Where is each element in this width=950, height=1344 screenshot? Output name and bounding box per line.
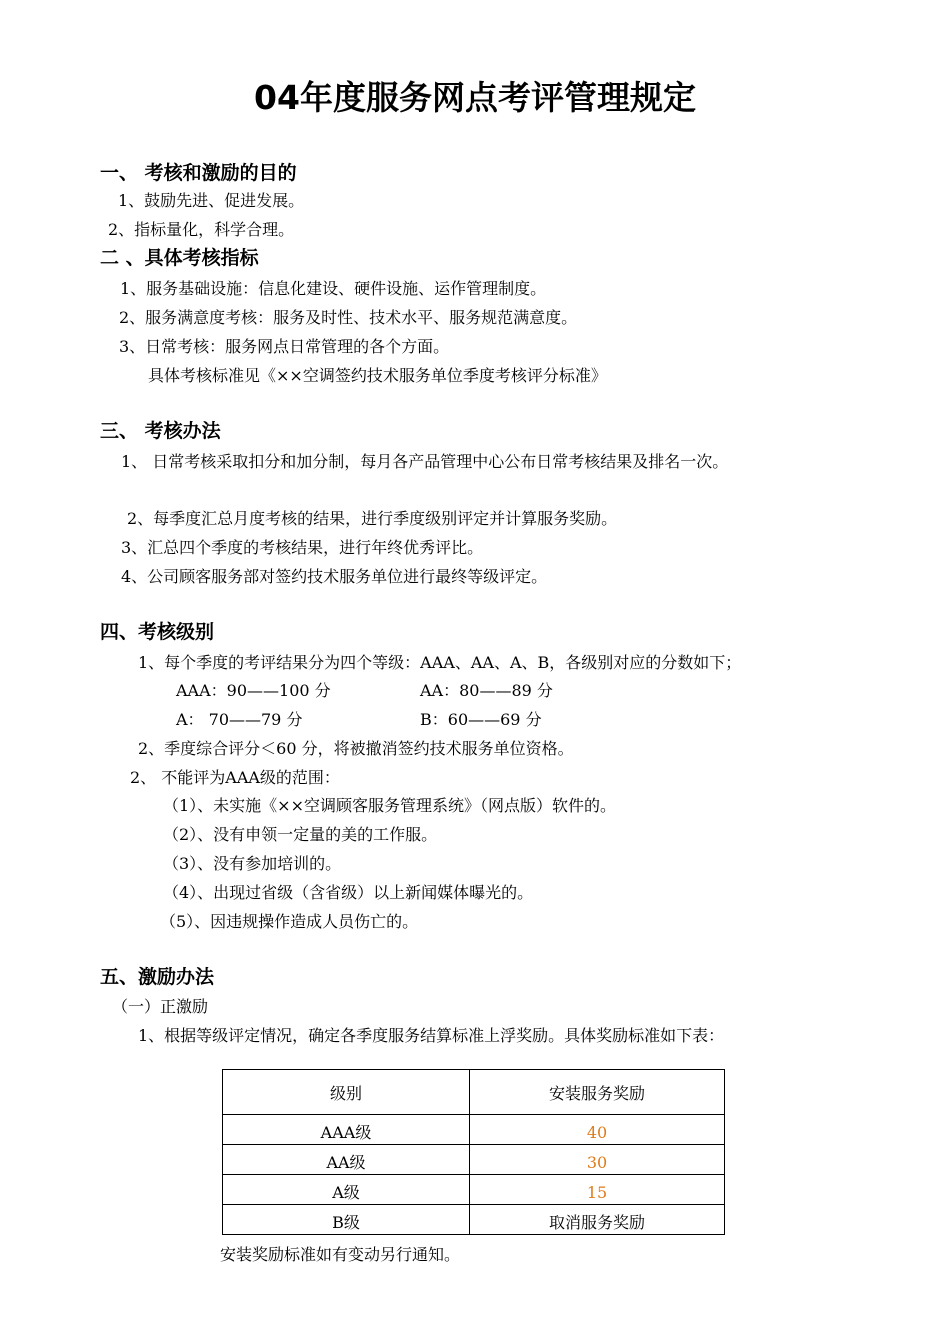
- s5-item-1: 1、根据等级评定情况，确定各季度服务结算标准上浮奖励。具体奖励标准如下表：: [138, 1026, 725, 1045]
- level-cell: B级: [223, 1205, 470, 1235]
- table-row: [223, 1205, 725, 1235]
- reward-cell: 40: [470, 1115, 725, 1145]
- s4-item-3: 2、 不能评为AAA级的范围：: [130, 768, 340, 787]
- s4-item-1: 1、每个季度的考评结果分为四个等级：AAA、AA、A、B，各级别对应的分数如下；: [138, 653, 742, 672]
- s5-subheading: （一）正激励: [112, 997, 209, 1016]
- table-header-row: [223, 1070, 725, 1115]
- s4-sub-3: （3）、没有参加培训的。: [163, 854, 342, 873]
- grade-aaa: AAA：90——100 分: [176, 681, 331, 700]
- s3-item-1: 1、 日常考核采取扣分和加分制，每月各产品管理中心公布日常考核结果及排名一次。: [121, 452, 729, 471]
- table-row: [223, 1115, 725, 1145]
- level-cell: AAA级: [223, 1115, 470, 1145]
- s2-item-2: 2、服务满意度考核：服务及时性、技术水平、服务规范满意度。: [119, 308, 578, 327]
- grade-b: B：60——69 分: [420, 710, 542, 729]
- table-row: [223, 1175, 725, 1205]
- reward-table: [222, 1069, 725, 1235]
- document-title: 04年度服务网点考评管理规定: [254, 78, 696, 117]
- section-1-heading: 一、 考核和激励的目的: [100, 162, 297, 184]
- level-cell: AA级: [223, 1145, 470, 1175]
- s1-item-1: 1、鼓励先进、促进发展。: [118, 191, 305, 210]
- s2-item-3: 3、日常考核：服务网点日常管理的各个方面。: [119, 337, 450, 356]
- section-5-heading: 五、激励办法: [100, 966, 215, 988]
- reward-cell: 30: [470, 1145, 725, 1175]
- s3-item-3: 3、汇总四个季度的考核结果，进行年终优秀评比。: [121, 538, 484, 557]
- s3-item-4: 4、公司顾客服务部对签约技术服务单位进行最终等级评定。: [121, 567, 548, 586]
- section-2-heading: 二 、具体考核指标: [100, 247, 259, 269]
- s3-item-2: 2、每季度汇总月度考核的结果，进行季度级别评定并计算服务奖励。: [127, 509, 618, 528]
- section-3-heading: 三、 考核办法: [100, 420, 221, 442]
- s4-sub-4: （4）、出现过省级（含省级）以上新闻媒体曝光的。: [163, 883, 534, 902]
- s4-sub-5: （5）、因违规操作造成人员伤亡的。: [160, 912, 419, 931]
- s2-note: 具体考核标准见《××空调签约技术服务单位季度考核评分标准》: [148, 366, 607, 385]
- grade-a: A： 70——79 分: [176, 710, 303, 729]
- s4-item-2: 2、季度综合评分＜60 分，将被撤消签约技术服务单位资格。: [138, 739, 574, 758]
- s5-note: 安装奖励标准如有变动另行通知。: [220, 1245, 461, 1264]
- level-cell: A级: [223, 1175, 470, 1205]
- table-header-reward: 安装服务奖励: [470, 1070, 725, 1115]
- table-row: [223, 1145, 725, 1175]
- s4-sub-2: （2）、没有申领一定量的美的工作服。: [163, 825, 438, 844]
- grade-aa: AA：80——89 分: [420, 681, 553, 700]
- table-header-level: 级别: [223, 1070, 470, 1115]
- s1-item-2: 2、指标量化，科学合理。: [108, 220, 295, 239]
- reward-cell: 15: [470, 1175, 725, 1205]
- reward-cell: 取消服务奖励: [470, 1205, 725, 1235]
- s2-item-1: 1、服务基础设施：信息化建设、硬件设施、运作管理制度。: [120, 279, 547, 298]
- s4-sub-1: （1）、未实施《××空调顾客服务管理系统》（网点版）软件的。: [163, 796, 616, 815]
- section-4-heading: 四、考核级别: [100, 621, 215, 643]
